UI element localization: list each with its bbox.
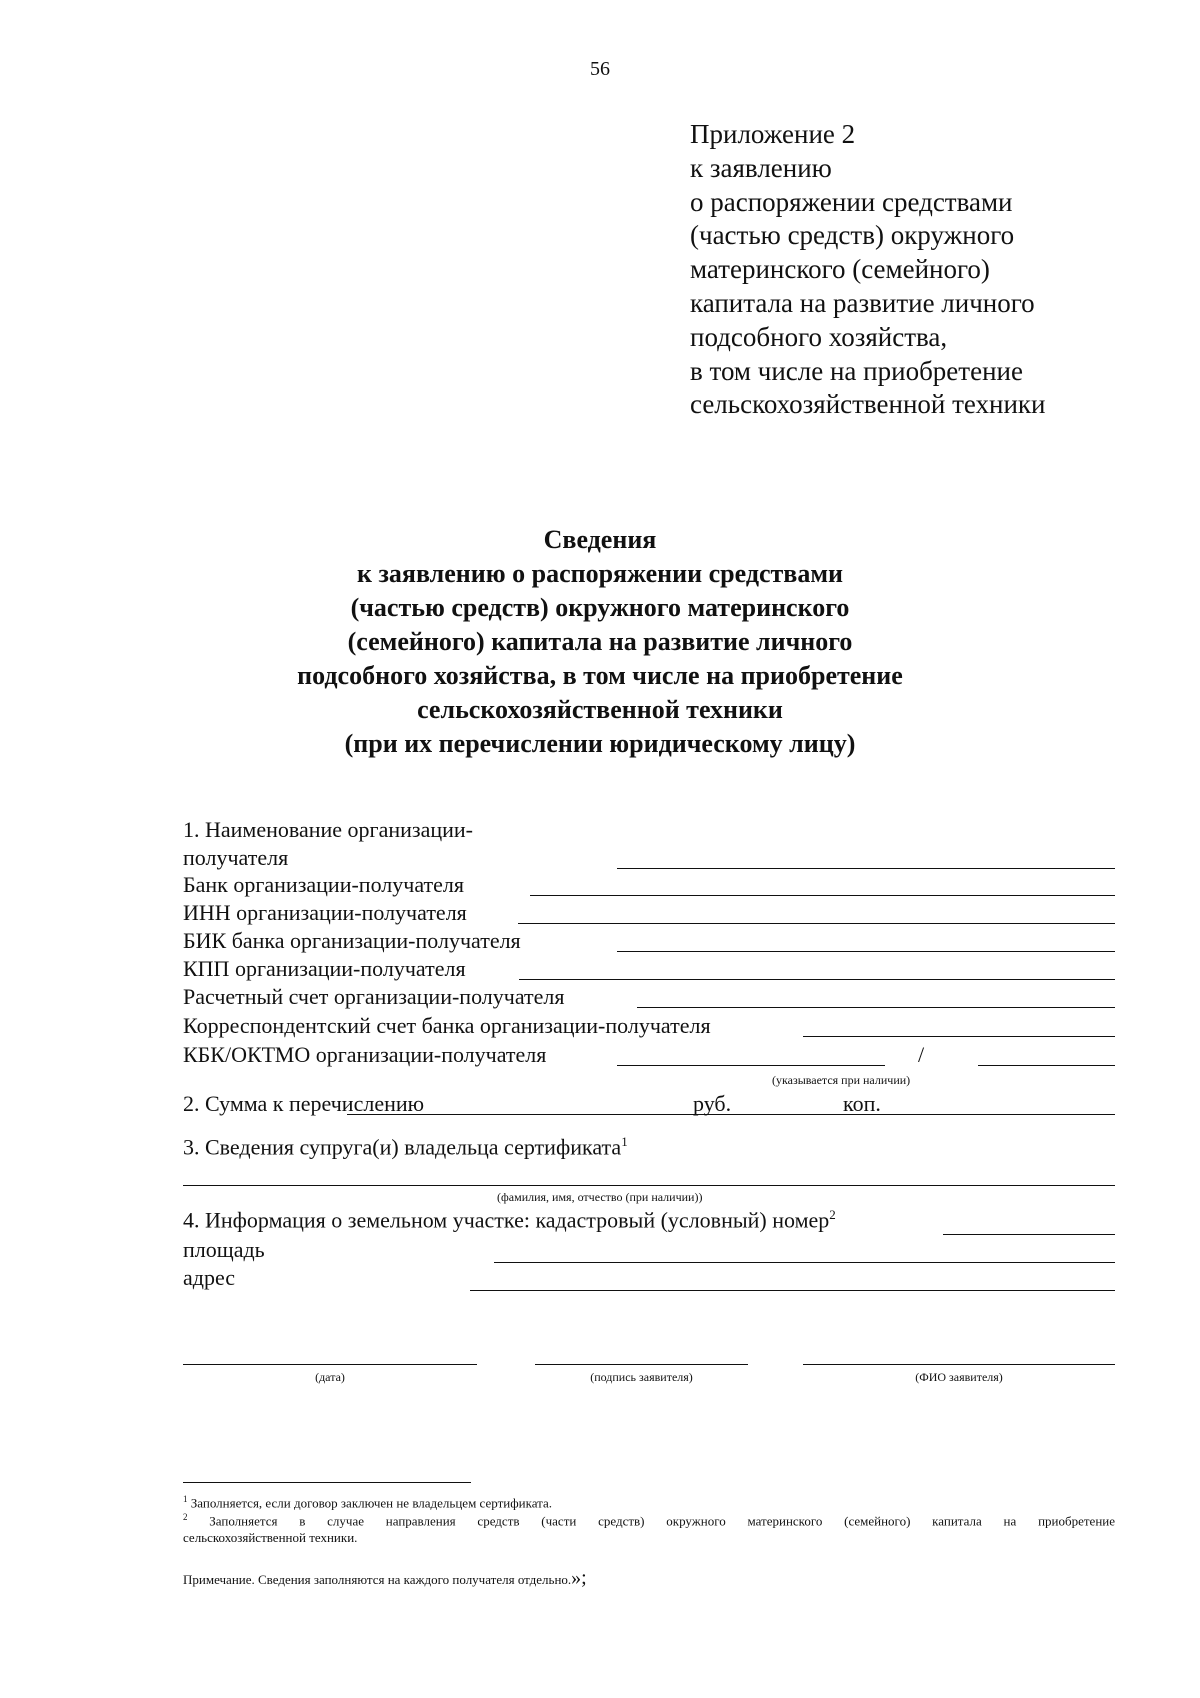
kbk-field[interactable] xyxy=(617,1065,885,1066)
bank-field[interactable] xyxy=(530,895,1115,896)
kpp-field[interactable] xyxy=(519,979,1115,980)
footnote-ref-2: 2 xyxy=(829,1207,836,1222)
appendix-line: материнского (семейного) xyxy=(690,254,990,285)
cadastral-number-field[interactable] xyxy=(943,1234,1115,1235)
kpp-label: КПП организации-получателя xyxy=(183,956,466,981)
fio-field[interactable] xyxy=(803,1364,1115,1365)
title-line: (при их перечислении юридическому лицу) xyxy=(344,729,856,758)
footnote-1-number: 1 xyxy=(183,1494,188,1504)
note-text: Примечание. Сведения заполняются на каждого получателя отдельно. xyxy=(183,1572,572,1587)
item3-text: 3. Сведения супруга(и) владельца сертификата xyxy=(183,1134,622,1160)
recipient-name-field[interactable] xyxy=(617,868,1115,869)
oktmo-field[interactable] xyxy=(978,1065,1115,1066)
signature-field[interactable] xyxy=(535,1364,748,1365)
date-field[interactable] xyxy=(183,1364,477,1365)
footnote-2-number: 2 xyxy=(183,1512,188,1522)
kbk-oktmo-separator: / xyxy=(918,1042,925,1067)
rub-label: руб. xyxy=(693,1091,732,1116)
account-field[interactable] xyxy=(637,1007,1115,1008)
appendix-line: подсобного хозяйства, xyxy=(690,321,948,352)
kbk-caption: (указывается при наличии) xyxy=(772,1073,911,1087)
footnote-1 xyxy=(183,1494,552,1511)
account-label: Расчетный счет организации-получателя xyxy=(183,984,565,1009)
note xyxy=(183,1567,587,1590)
bank-label: Банк организации-получателя xyxy=(183,872,464,897)
appendix-line: к заявлению xyxy=(690,152,832,183)
document-title xyxy=(250,523,950,761)
appendix-line: в том числе на приобретение xyxy=(690,355,1023,386)
note-closing-quote: »; xyxy=(571,1567,587,1589)
appendix-header xyxy=(690,118,1046,422)
appendix-line: капитала на развитие личного xyxy=(690,287,1035,318)
item1-label-line1: 1. Наименование организации- xyxy=(183,817,473,842)
appendix-line: о распоряжении средствами xyxy=(690,186,1013,217)
spouse-name-field[interactable] xyxy=(183,1185,1115,1186)
title-line: к заявлению о распоряжении средствами xyxy=(356,559,844,588)
footnote-2 xyxy=(183,1512,1115,1529)
area-label: площадь xyxy=(183,1237,265,1262)
item3-caption: (фамилия, имя, отчество (при наличии)) xyxy=(497,1190,703,1204)
title-heading: Сведения xyxy=(543,525,657,554)
title-line: (частью средств) окружного материнского xyxy=(350,593,850,622)
bik-label: БИК банка организации-получателя xyxy=(183,928,521,953)
appendix-line: сельскохозяйственной техники xyxy=(690,389,1046,420)
footnote-1-text: Заполняется, если договор заключен не владельцем сертификата. xyxy=(190,1495,553,1511)
inn-label: ИНН организации-получателя xyxy=(183,900,467,925)
footnote-2-text: Заполняется в случае направления средств (части средств) окружного материнского (семейного) капитала на приобретение xyxy=(209,1513,1115,1529)
appendix-line: Приложение 2 xyxy=(690,119,856,149)
corr-account-label: Корреспондентский счет банка организации-получателя xyxy=(183,1013,711,1038)
item2-label: 2. Сумма к перечислению xyxy=(183,1091,425,1116)
address-field[interactable] xyxy=(470,1290,1115,1291)
footnote-ref-1: 1 xyxy=(621,1134,628,1149)
kbk-oktmo-label: КБК/ОКТМО организации-получателя xyxy=(183,1042,547,1067)
page-number: 56 xyxy=(590,58,610,80)
date-caption: (дата) xyxy=(315,1370,345,1384)
footnote-separator xyxy=(183,1482,471,1483)
title-line: подсобного хозяйства, в том числе на приобретение xyxy=(297,661,903,690)
kop-label: коп. xyxy=(843,1091,881,1116)
item3-label xyxy=(183,1134,628,1160)
bik-field[interactable] xyxy=(617,951,1115,952)
address-label: адрес xyxy=(183,1265,236,1290)
signature-caption: (подпись заявителя) xyxy=(590,1370,693,1384)
fio-caption: (ФИО заявителя) xyxy=(915,1370,1003,1384)
item4-text: 4. Информация о земельном участке: кадастровый (условный) номер xyxy=(183,1207,830,1233)
title-line: сельскохозяйственной техники xyxy=(417,695,783,724)
area-field[interactable] xyxy=(494,1262,1115,1263)
appendix-line: (частью средств) окружного xyxy=(690,220,1015,251)
item1-label-line2: получателя xyxy=(183,845,289,870)
inn-field[interactable] xyxy=(518,923,1115,924)
title-line: (семейного) капитала на развитие личного xyxy=(347,627,853,656)
item4-label xyxy=(183,1207,836,1233)
corr-account-field[interactable] xyxy=(803,1036,1115,1037)
footnote-2-continuation: сельскохозяйственной техники. xyxy=(183,1530,358,1545)
